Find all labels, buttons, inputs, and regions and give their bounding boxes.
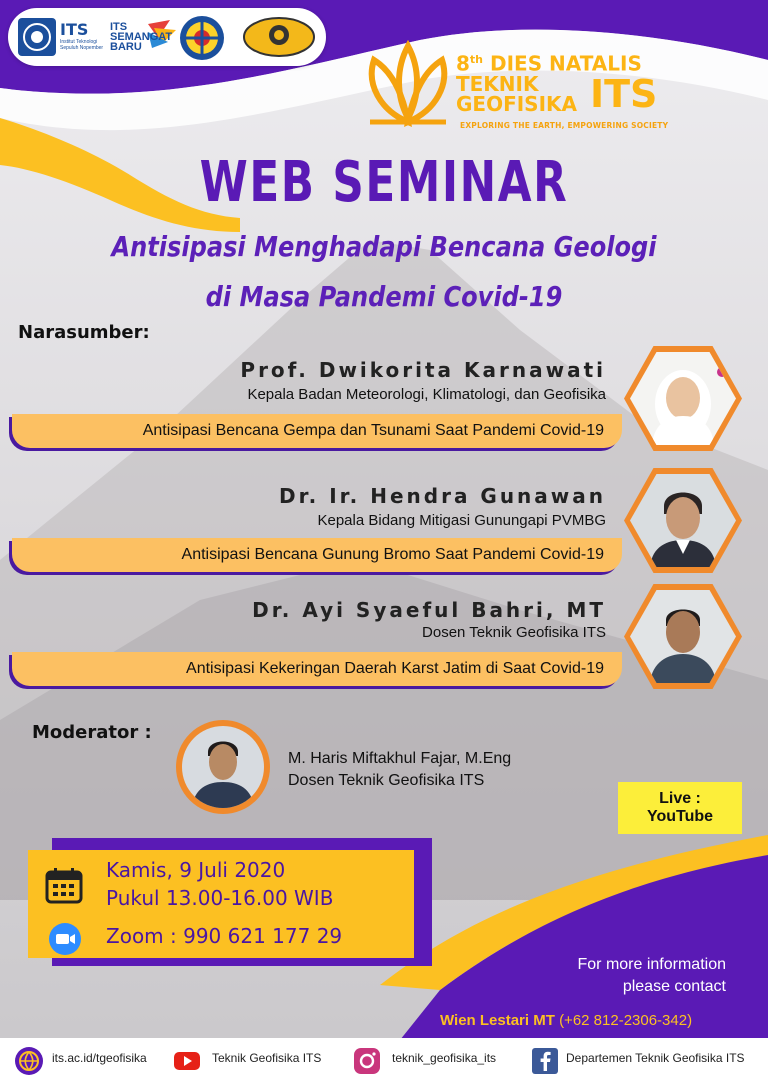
zoom-id: Zoom : 990 621 177 29 bbox=[106, 924, 343, 948]
youtube-icon bbox=[172, 1046, 202, 1076]
dies-superscript: th bbox=[469, 53, 484, 66]
moderator-photo-frame bbox=[176, 720, 270, 814]
speaker-2-role: Kepala Bidang Mitigasi Gunungapi PVMBG bbox=[317, 512, 606, 529]
dies-number: 8 bbox=[456, 51, 470, 76]
live-youtube-badge bbox=[618, 782, 742, 834]
dies-line2: TEKNIK bbox=[456, 71, 539, 96]
contact-phone: (+62 812-2306-342) bbox=[559, 1012, 693, 1029]
its-emblem-icon bbox=[18, 18, 56, 56]
globe-icon bbox=[14, 1046, 44, 1076]
footer-facebook[interactable]: Departemen Teknik Geofisika ITS bbox=[566, 1051, 745, 1065]
its-logo-label: ITS bbox=[60, 20, 89, 39]
semangat-logo-text bbox=[110, 22, 172, 52]
department-oval-logo bbox=[242, 16, 316, 63]
speaker-2-topic-bar bbox=[12, 538, 622, 572]
instagram-icon bbox=[352, 1046, 382, 1076]
speaker-3-role: Dosen Teknik Geofisika ITS bbox=[422, 624, 606, 641]
dies-line1: DIES NATALIS bbox=[489, 51, 642, 76]
calendar-icon bbox=[44, 866, 84, 911]
speaker-3-topic: Antisipasi Kekeringan Daerah Karst Jatim di Saat Covid-19 bbox=[186, 660, 604, 677]
speaker-3-name: Dr. Ayi Syaeful Bahri, MT bbox=[252, 598, 606, 622]
speaker-1-name: Prof. Dwikorita Karnawati bbox=[240, 358, 606, 382]
partner-logos-bar bbox=[8, 8, 326, 66]
web-seminar-title: WEB SEMINAR bbox=[199, 150, 569, 215]
seminar-subtitle-line1: Antisipasi Menghadapi Bencana Geologi bbox=[111, 230, 657, 263]
event-time: Pukul 13.00-16.00 WIB bbox=[106, 886, 334, 910]
contact-line2: please contact bbox=[622, 978, 726, 995]
faculty-gear-logo bbox=[178, 14, 226, 67]
speaker-3-topic-bar bbox=[12, 652, 622, 686]
speakers-label: Narasumber: bbox=[18, 322, 150, 343]
dies-natalis-lotus-icon bbox=[360, 40, 456, 137]
footer-website[interactable]: its.ac.id/tgeofisika bbox=[52, 1051, 147, 1065]
moderator-name: M. Haris Miftakhul Fajar, M.Eng bbox=[288, 750, 512, 767]
contact-person-name: Wien Lestari MT bbox=[440, 1012, 555, 1029]
live-line2: YouTube bbox=[646, 808, 714, 825]
facebook-icon bbox=[530, 1046, 560, 1076]
speaker-1-role: Kepala Badan Meteorologi, Klimatologi, dan Geofisika bbox=[247, 386, 606, 403]
dies-natalis-title bbox=[456, 50, 706, 114]
semangat-line1: ITS bbox=[110, 21, 128, 33]
speaker-1-topic: Antisipasi Bencana Gempa dan Tsunami Saat Pandemi Covid-19 bbox=[142, 422, 604, 439]
semangat-line3: BARU bbox=[110, 41, 142, 53]
speaker-3-avatar bbox=[630, 590, 736, 683]
speaker-1-avatar bbox=[630, 352, 736, 445]
contact-person bbox=[440, 1012, 692, 1029]
moderator-label: Moderator : bbox=[32, 722, 152, 743]
footer-youtube[interactable]: Teknik Geofisika ITS bbox=[212, 1051, 322, 1065]
live-line1: Live : bbox=[659, 790, 701, 807]
moderator-avatar bbox=[182, 726, 264, 808]
semangat-line2: SEMANGAT bbox=[110, 31, 173, 43]
moderator-role: Dosen Teknik Geofisika ITS bbox=[288, 772, 485, 789]
contact-line1: For more information bbox=[577, 956, 726, 973]
event-date: Kamis, 9 Juli 2020 bbox=[106, 858, 286, 882]
footer-instagram[interactable]: teknik_geofisika_its bbox=[392, 1051, 497, 1065]
speaker-1-topic-bar bbox=[12, 414, 622, 448]
seminar-subtitle-line2: di Masa Pandemi Covid-19 bbox=[205, 280, 563, 313]
its-logo-sub: Institut Teknologi Sepuluh Nopember bbox=[60, 39, 104, 51]
zoom-icon bbox=[48, 922, 82, 961]
speaker-2-avatar bbox=[630, 474, 736, 567]
dies-line3: GEOFISIKA bbox=[456, 91, 578, 116]
dies-tagline: EXPLORING THE EARTH, EMPOWERING SOCIETY bbox=[460, 121, 669, 130]
dies-its-mark: ITS bbox=[590, 72, 658, 116]
footer-bar bbox=[0, 1038, 768, 1087]
speaker-2-topic: Antisipasi Bencana Gunung Bromo Saat Pandemi Covid-19 bbox=[181, 546, 604, 563]
speaker-2-name: Dr. Ir. Hendra Gunawan bbox=[279, 484, 606, 508]
